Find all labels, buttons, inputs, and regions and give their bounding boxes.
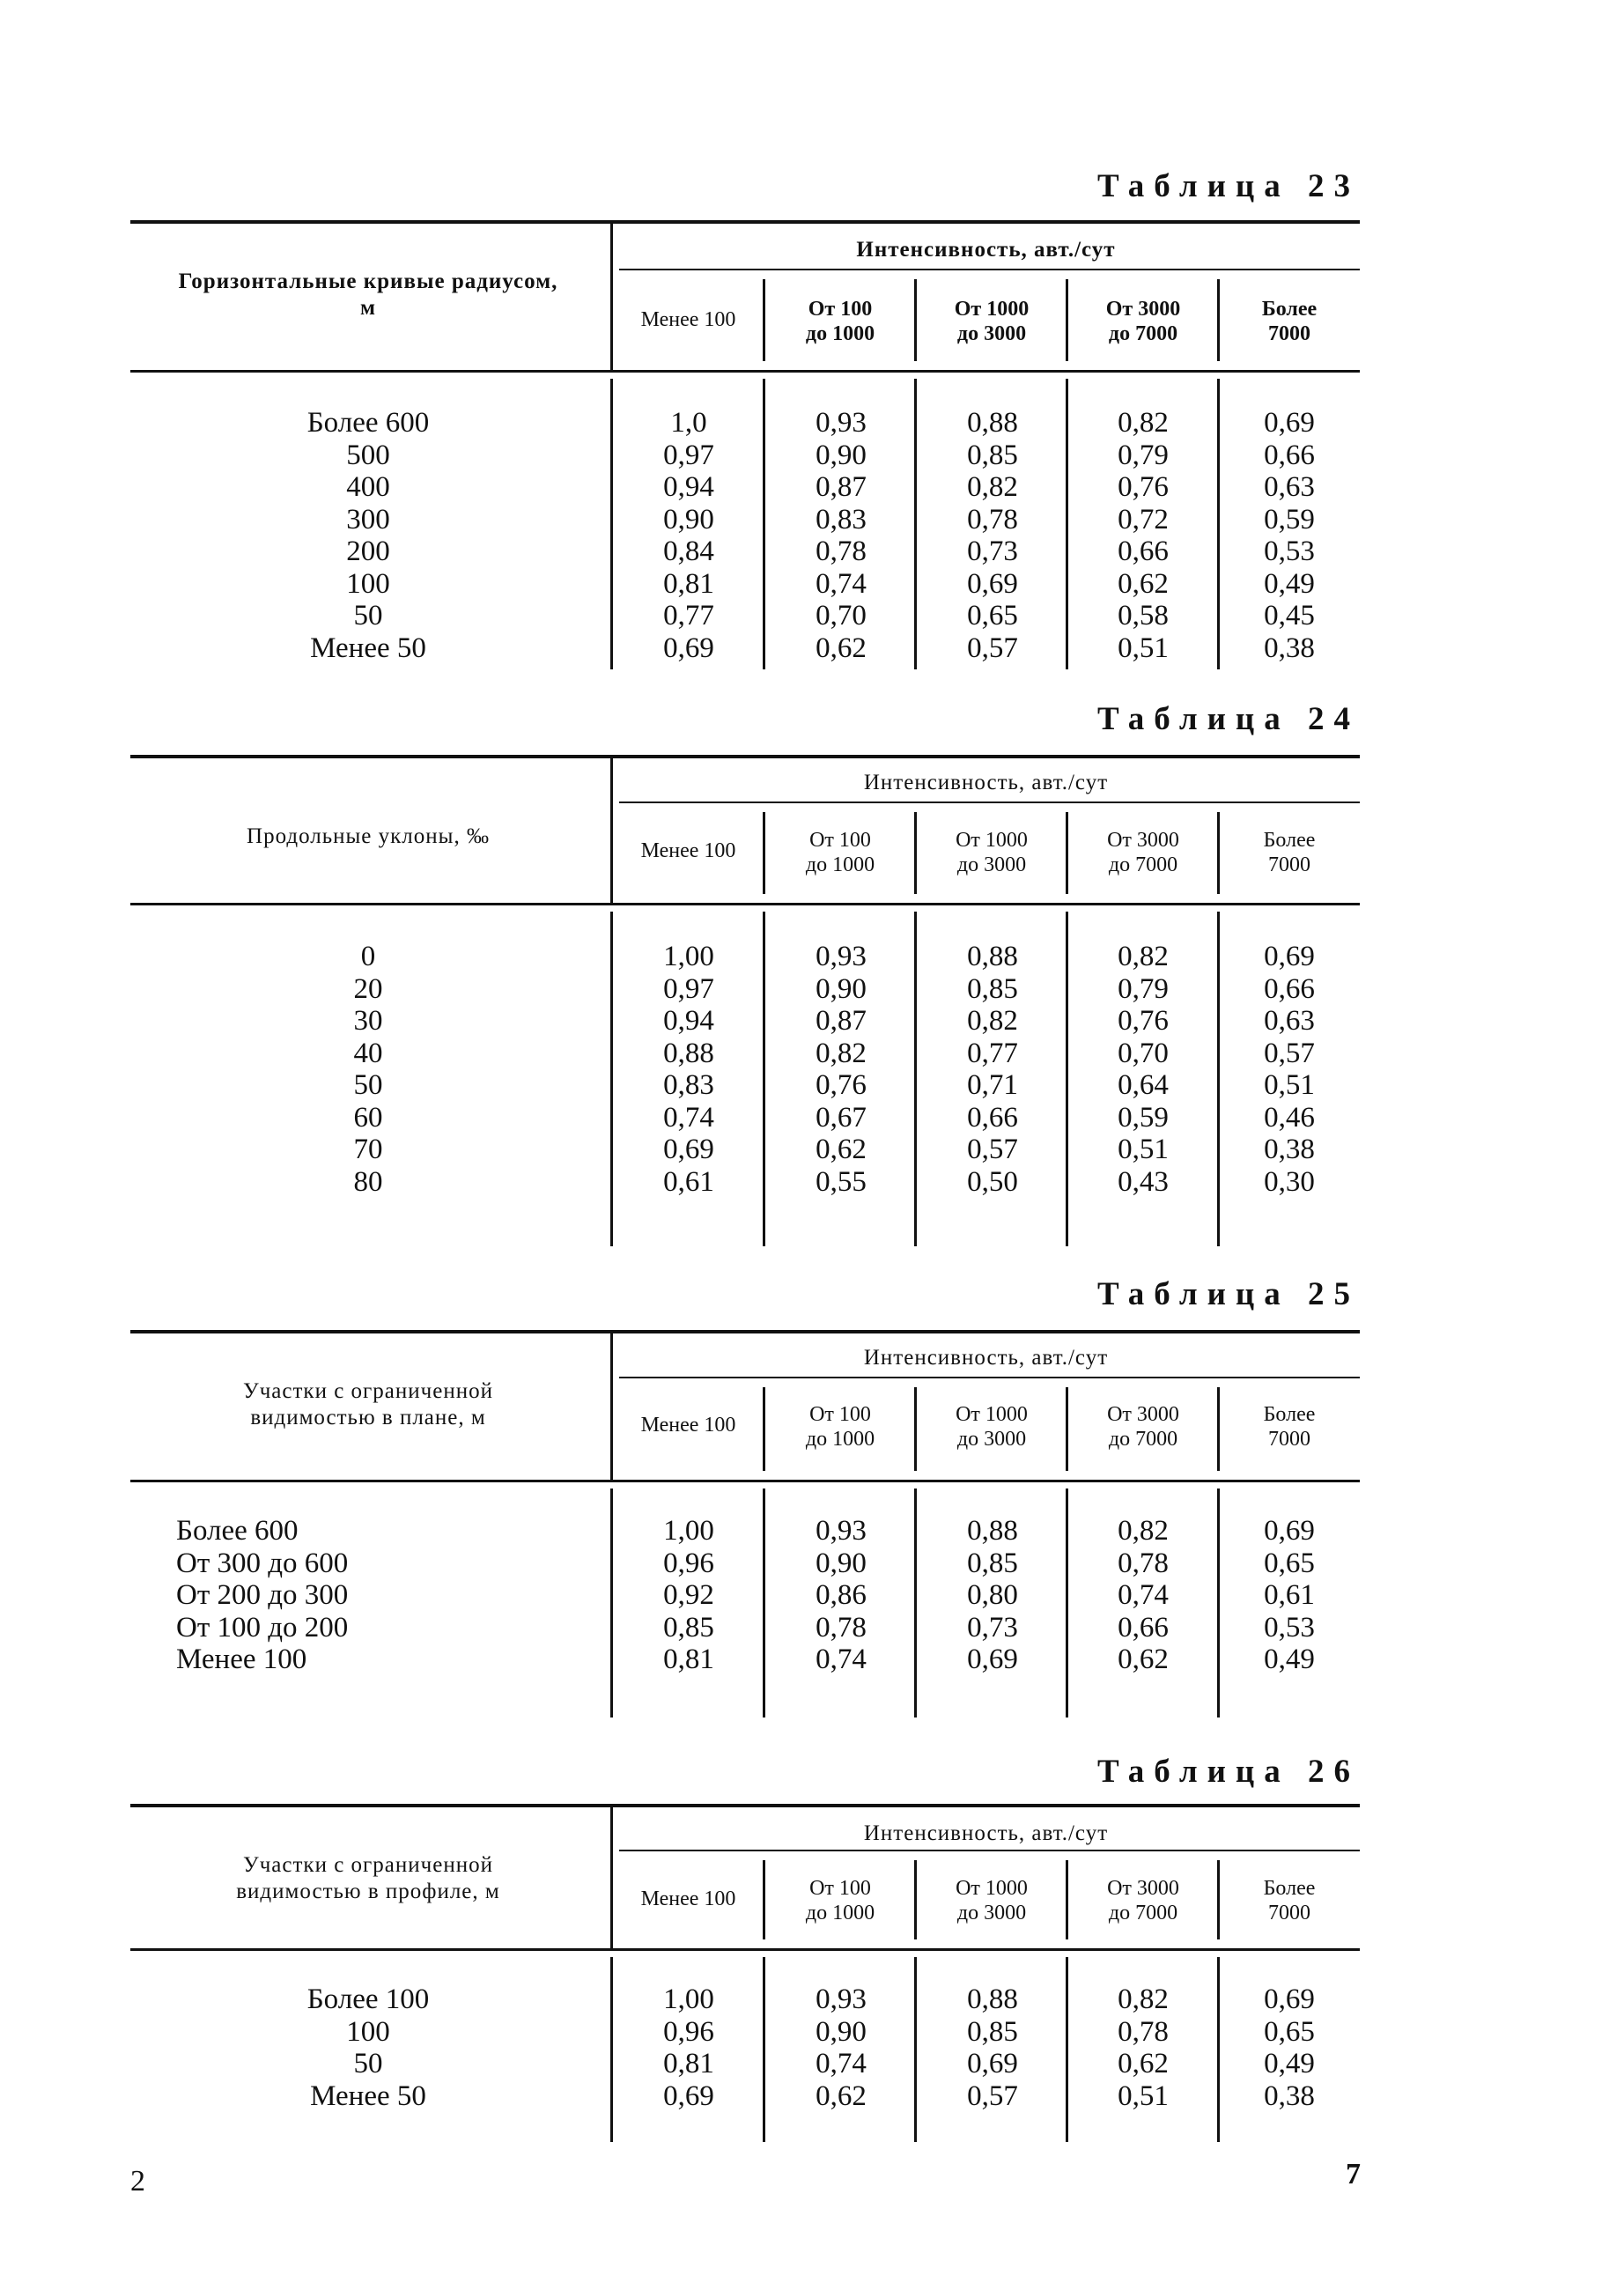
table-cell: 1,00 (663, 941, 714, 972)
table-cell: 0,38 (1264, 2079, 1315, 2112)
column-header: От 100 до 1000 (805, 298, 875, 345)
table-cell: 0,76 (816, 1069, 867, 1101)
column-header: От 3000 до 7000 (1107, 1403, 1179, 1451)
table-cell: 0,43 (1118, 1165, 1169, 1198)
table-cell: 0,74 (1118, 1579, 1169, 1611)
table-cell: 0,59 (1264, 503, 1315, 536)
table-cell: 0,88 (663, 1037, 714, 1069)
table-header-rule (130, 1480, 1360, 1482)
body-column-divider (1066, 1488, 1068, 1718)
body-column-divider (763, 1488, 765, 1718)
table-cell: 0,74 (816, 1644, 867, 1675)
table-cell: 0,62 (816, 2079, 867, 2112)
row-label: От 200 до 300 (176, 1579, 349, 1611)
table-cell: 0,96 (663, 2015, 714, 2048)
header-left-border (610, 755, 613, 903)
group-header-rule (619, 1850, 1360, 1851)
table-cell: 0,90 (816, 1547, 867, 1579)
column-header: От 3000 до 7000 (1107, 829, 1179, 876)
table-cell: 0,61 (1264, 1579, 1315, 1611)
page-number-right: 7 (1346, 2158, 1361, 2190)
column-header: От 100 до 1000 (805, 1403, 875, 1451)
table-cell: 0,38 (1264, 1134, 1315, 1165)
row-label: 50 (353, 2048, 383, 2079)
table-cell: 0,61 (663, 1165, 714, 1198)
table-cell: 0,85 (663, 1611, 714, 1644)
table-cell: 0,78 (1118, 2015, 1169, 2048)
group-header-rule (619, 802, 1360, 803)
row-header: Продольные уклоны, ‰ (247, 824, 490, 848)
table-cell: 0,74 (816, 567, 867, 600)
header-column-divider (914, 812, 917, 894)
column-header: Менее 100 (640, 1887, 736, 1910)
table-cell: 0,73 (967, 536, 1018, 567)
body-column-divider (1066, 379, 1068, 669)
body-column-divider (1217, 912, 1220, 1246)
table-cell: 0,50 (967, 1165, 1018, 1198)
table-cell: 0,88 (967, 1515, 1018, 1547)
header-column-divider (763, 1387, 765, 1471)
table-cell: 0,85 (967, 972, 1018, 1005)
table-cell: 0,49 (1264, 1644, 1315, 1675)
header-column-divider (1217, 279, 1220, 361)
table-cell: 0,66 (1118, 1611, 1169, 1644)
table-cell: 1,0 (670, 407, 707, 439)
table-cell: 0,84 (663, 536, 714, 567)
table-cell: 0,87 (816, 1005, 867, 1037)
header-column-divider (1066, 1387, 1068, 1471)
table-cell: 0,51 (1118, 2079, 1169, 2112)
table-cell: 0,85 (967, 2015, 1018, 2048)
column-header: Более 7000 (1263, 1877, 1316, 1924)
page-number-left: 2 (130, 2165, 145, 2198)
body-column-divider (763, 912, 765, 1246)
header-column-divider (763, 279, 765, 361)
table-cell: 0,73 (967, 1611, 1018, 1644)
table-cell: 0,85 (967, 439, 1018, 471)
table-cell: 0,62 (816, 1134, 867, 1165)
row-label: Менее 100 (176, 1644, 307, 1675)
table-cell: 0,90 (816, 972, 867, 1005)
row-header: Горизонтальные кривые радиусом, м (178, 270, 558, 320)
row-label: Более 600 (176, 1515, 299, 1547)
table-cell: 0,82 (816, 1037, 867, 1069)
table-cell: 0,81 (663, 2048, 714, 2079)
table-cell: 0,49 (1264, 567, 1315, 600)
table-cell: 0,53 (1264, 1611, 1315, 1644)
row-label: 80 (353, 1165, 383, 1198)
body-column-divider (914, 1488, 917, 1718)
header-left-border (610, 1330, 613, 1480)
table-cell: 0,77 (967, 1037, 1018, 1069)
row-label: Более 600 (306, 407, 430, 439)
table-cell: 0,70 (816, 600, 867, 632)
column-header: От 3000 до 7000 (1107, 1877, 1179, 1924)
table-cell: 0,69 (967, 1644, 1018, 1675)
column-header: От 3000 до 7000 (1105, 298, 1181, 345)
header-column-divider (763, 1860, 765, 1939)
table-cell: 0,82 (1118, 1983, 1169, 2015)
table-cell: 0,77 (663, 600, 714, 632)
group-header-rule (619, 269, 1360, 270)
table-cell: 0,79 (1118, 439, 1169, 471)
table-cell: 0,81 (663, 567, 714, 600)
table-cell: 0,66 (1264, 439, 1315, 471)
table-cell: 0,57 (967, 2079, 1018, 2112)
body-column-divider (763, 379, 765, 669)
table-cell: 0,62 (1118, 2048, 1169, 2079)
table-cell: 1,00 (663, 1983, 714, 2015)
table-cell: 0,57 (967, 1134, 1018, 1165)
column-header: От 100 до 1000 (805, 1877, 875, 1924)
table-cell: 0,63 (1264, 471, 1315, 503)
table-cell: 0,62 (1118, 1644, 1169, 1675)
column-header: От 1000 до 3000 (954, 298, 1030, 345)
body-column-divider (1217, 379, 1220, 669)
header-column-divider (1066, 812, 1068, 894)
header-column-divider (1217, 1860, 1220, 1939)
table-cell: 0,57 (967, 632, 1018, 664)
header-left-border (610, 1804, 613, 1948)
table-cell: 0,69 (1264, 1983, 1315, 2015)
table-cell: 0,83 (816, 503, 867, 536)
table-cell: 0,49 (1264, 2048, 1315, 2079)
table-cell: 0,94 (663, 1005, 714, 1037)
table-cell: 0,65 (967, 600, 1018, 632)
body-column-divider (1217, 1957, 1220, 2142)
table-cell: 0,69 (1264, 941, 1315, 972)
table-cell: 0,69 (663, 1134, 714, 1165)
table-cell: 0,93 (816, 941, 867, 972)
column-header: Более 7000 (1263, 829, 1316, 876)
table-cell: 0,82 (967, 471, 1018, 503)
table-cell: 0,82 (1118, 1515, 1169, 1547)
table-cell: 0,83 (663, 1069, 714, 1101)
row-label: 300 (346, 503, 390, 536)
table-cell: 0,65 (1264, 2015, 1315, 2048)
table-cell: 0,85 (967, 1547, 1018, 1579)
table-cell: 0,80 (967, 1579, 1018, 1611)
column-header: Менее 100 (640, 839, 736, 862)
table-cell: 0,96 (663, 1547, 714, 1579)
table-cell: 0,93 (816, 1983, 867, 2015)
table-cell: 0,59 (1118, 1101, 1169, 1134)
row-label: 20 (353, 972, 383, 1005)
table-cell: 0,45 (1264, 600, 1315, 632)
row-label: 70 (353, 1134, 383, 1165)
column-header: От 100 до 1000 (805, 829, 875, 876)
table-cell: 0,86 (816, 1579, 867, 1611)
table-cell: 0,57 (1264, 1037, 1315, 1069)
header-column-divider (763, 812, 765, 894)
table-caption: Таблица 26 (1097, 1754, 1360, 1790)
row-label: Менее 50 (310, 2079, 426, 2112)
table-cell: 1,00 (663, 1515, 714, 1547)
header-column-divider (1217, 812, 1220, 894)
column-header: Менее 100 (640, 308, 736, 331)
table-cell: 0,66 (967, 1101, 1018, 1134)
table-cell: 0,67 (816, 1101, 867, 1134)
header-column-divider (1066, 279, 1068, 361)
table-cell: 0,78 (967, 503, 1018, 536)
column-header: От 1000 до 3000 (956, 829, 1028, 876)
table-top-rule (130, 755, 1360, 758)
header-column-divider (914, 1387, 917, 1471)
table-cell: 0,66 (1264, 972, 1315, 1005)
table-cell: 0,90 (816, 439, 867, 471)
table-cell: 0,58 (1118, 600, 1169, 632)
table-caption: Таблица 23 (1097, 168, 1360, 204)
row-label: От 300 до 600 (176, 1547, 349, 1579)
row-label: 0 (360, 941, 376, 972)
table-cell: 0,94 (663, 471, 714, 503)
table-cell: 0,69 (1264, 407, 1315, 439)
header-left-border (610, 220, 613, 370)
table-caption: Таблица 24 (1097, 701, 1360, 737)
row-label: От 100 до 200 (176, 1611, 349, 1644)
column-header: Менее 100 (640, 1414, 736, 1437)
body-left-border (610, 912, 613, 1246)
row-label: 200 (346, 536, 390, 567)
table-cell: 0,93 (816, 1515, 867, 1547)
table-cell: 0,74 (816, 2048, 867, 2079)
row-header: Участки с ограниченной видимостью в профиле, м (236, 1853, 500, 1903)
row-label: 100 (346, 567, 390, 600)
table-cell: 0,69 (1264, 1515, 1315, 1547)
row-label: 500 (346, 439, 390, 471)
table-cell: 0,51 (1264, 1069, 1315, 1101)
table-cell: 0,46 (1264, 1101, 1315, 1134)
table-cell: 0,97 (663, 439, 714, 471)
group-header: Интенсивность, авт./сут (863, 1346, 1109, 1370)
column-header: От 1000 до 3000 (956, 1877, 1028, 1924)
table-cell: 0,69 (663, 632, 714, 664)
header-column-divider (914, 279, 917, 361)
row-label: Менее 50 (310, 632, 426, 664)
table-cell: 0,53 (1264, 536, 1315, 567)
table-cell: 0,62 (816, 632, 867, 664)
table-cell: 0,69 (663, 2079, 714, 2112)
table-cell: 0,64 (1118, 1069, 1169, 1101)
table-cell: 0,82 (967, 1005, 1018, 1037)
table-cell: 0,79 (1118, 972, 1169, 1005)
table-cell: 0,87 (816, 471, 867, 503)
row-label: 30 (353, 1005, 383, 1037)
body-column-divider (1066, 912, 1068, 1246)
table-cell: 0,63 (1264, 1005, 1315, 1037)
table-header-rule (130, 1948, 1360, 1951)
table-cell: 0,92 (663, 1579, 714, 1611)
group-header: Интенсивность, авт./сут (863, 1821, 1109, 1845)
row-label: Более 100 (306, 1983, 430, 2015)
body-column-divider (1066, 1957, 1068, 2142)
row-label: 400 (346, 471, 390, 503)
body-column-divider (763, 1957, 765, 2142)
row-label: 50 (353, 600, 383, 632)
row-label: 100 (346, 2015, 390, 2048)
table-cell: 0,55 (816, 1165, 867, 1198)
table-cell: 0,82 (1118, 407, 1169, 439)
column-header: От 1000 до 3000 (956, 1403, 1028, 1451)
table-cell: 0,93 (816, 407, 867, 439)
table-cell: 0,88 (967, 407, 1018, 439)
table-cell: 0,71 (967, 1069, 1018, 1101)
body-column-divider (914, 379, 917, 669)
column-header: Более 7000 (1261, 298, 1318, 345)
body-left-border (610, 1488, 613, 1718)
table-cell: 0,70 (1118, 1037, 1169, 1069)
group-header: Интенсивность, авт./сут (863, 771, 1109, 794)
row-label: 40 (353, 1037, 383, 1069)
table-cell: 0,69 (967, 567, 1018, 600)
table-cell: 0,76 (1118, 1005, 1169, 1037)
body-left-border (610, 1957, 613, 2142)
table-cell: 0,38 (1264, 632, 1315, 664)
table-cell: 0,90 (663, 503, 714, 536)
row-label: 50 (353, 1069, 383, 1101)
column-header: Более 7000 (1263, 1403, 1316, 1451)
body-column-divider (1217, 1488, 1220, 1718)
table-header-rule (130, 903, 1360, 905)
table-cell: 0,69 (967, 2048, 1018, 2079)
table-cell: 0,74 (663, 1101, 714, 1134)
body-column-divider (914, 912, 917, 1246)
table-cell: 0,78 (1118, 1547, 1169, 1579)
table-cell: 0,78 (816, 536, 867, 567)
table-cell: 0,72 (1118, 503, 1169, 536)
table-cell: 0,82 (1118, 941, 1169, 972)
row-label: 60 (353, 1101, 383, 1134)
table-caption: Таблица 25 (1097, 1276, 1360, 1312)
group-header-rule (619, 1377, 1360, 1378)
table-cell: 0,65 (1264, 1547, 1315, 1579)
table-cell: 0,88 (967, 1983, 1018, 2015)
group-header: Интенсивность, авт./сут (856, 238, 1116, 262)
row-header: Участки с ограниченной видимостью в плане, м (243, 1379, 493, 1429)
header-column-divider (1217, 1387, 1220, 1471)
table-header-rule (130, 370, 1360, 373)
table-cell: 0,30 (1264, 1165, 1315, 1198)
table-cell: 0,78 (816, 1611, 867, 1644)
table-cell: 0,51 (1118, 632, 1169, 664)
body-left-border (610, 379, 613, 669)
table-top-rule (130, 1804, 1360, 1807)
table-cell: 0,97 (663, 972, 714, 1005)
table-cell: 0,81 (663, 1644, 714, 1675)
table-cell: 0,66 (1118, 536, 1169, 567)
header-column-divider (1066, 1860, 1068, 1939)
header-column-divider (914, 1860, 917, 1939)
body-column-divider (914, 1957, 917, 2142)
table-cell: 0,88 (967, 941, 1018, 972)
table-cell: 0,51 (1118, 1134, 1169, 1165)
table-cell: 0,76 (1118, 471, 1169, 503)
table-cell: 0,90 (816, 2015, 867, 2048)
table-top-rule (130, 220, 1360, 224)
table-cell: 0,62 (1118, 567, 1169, 600)
table-top-rule (130, 1330, 1360, 1333)
